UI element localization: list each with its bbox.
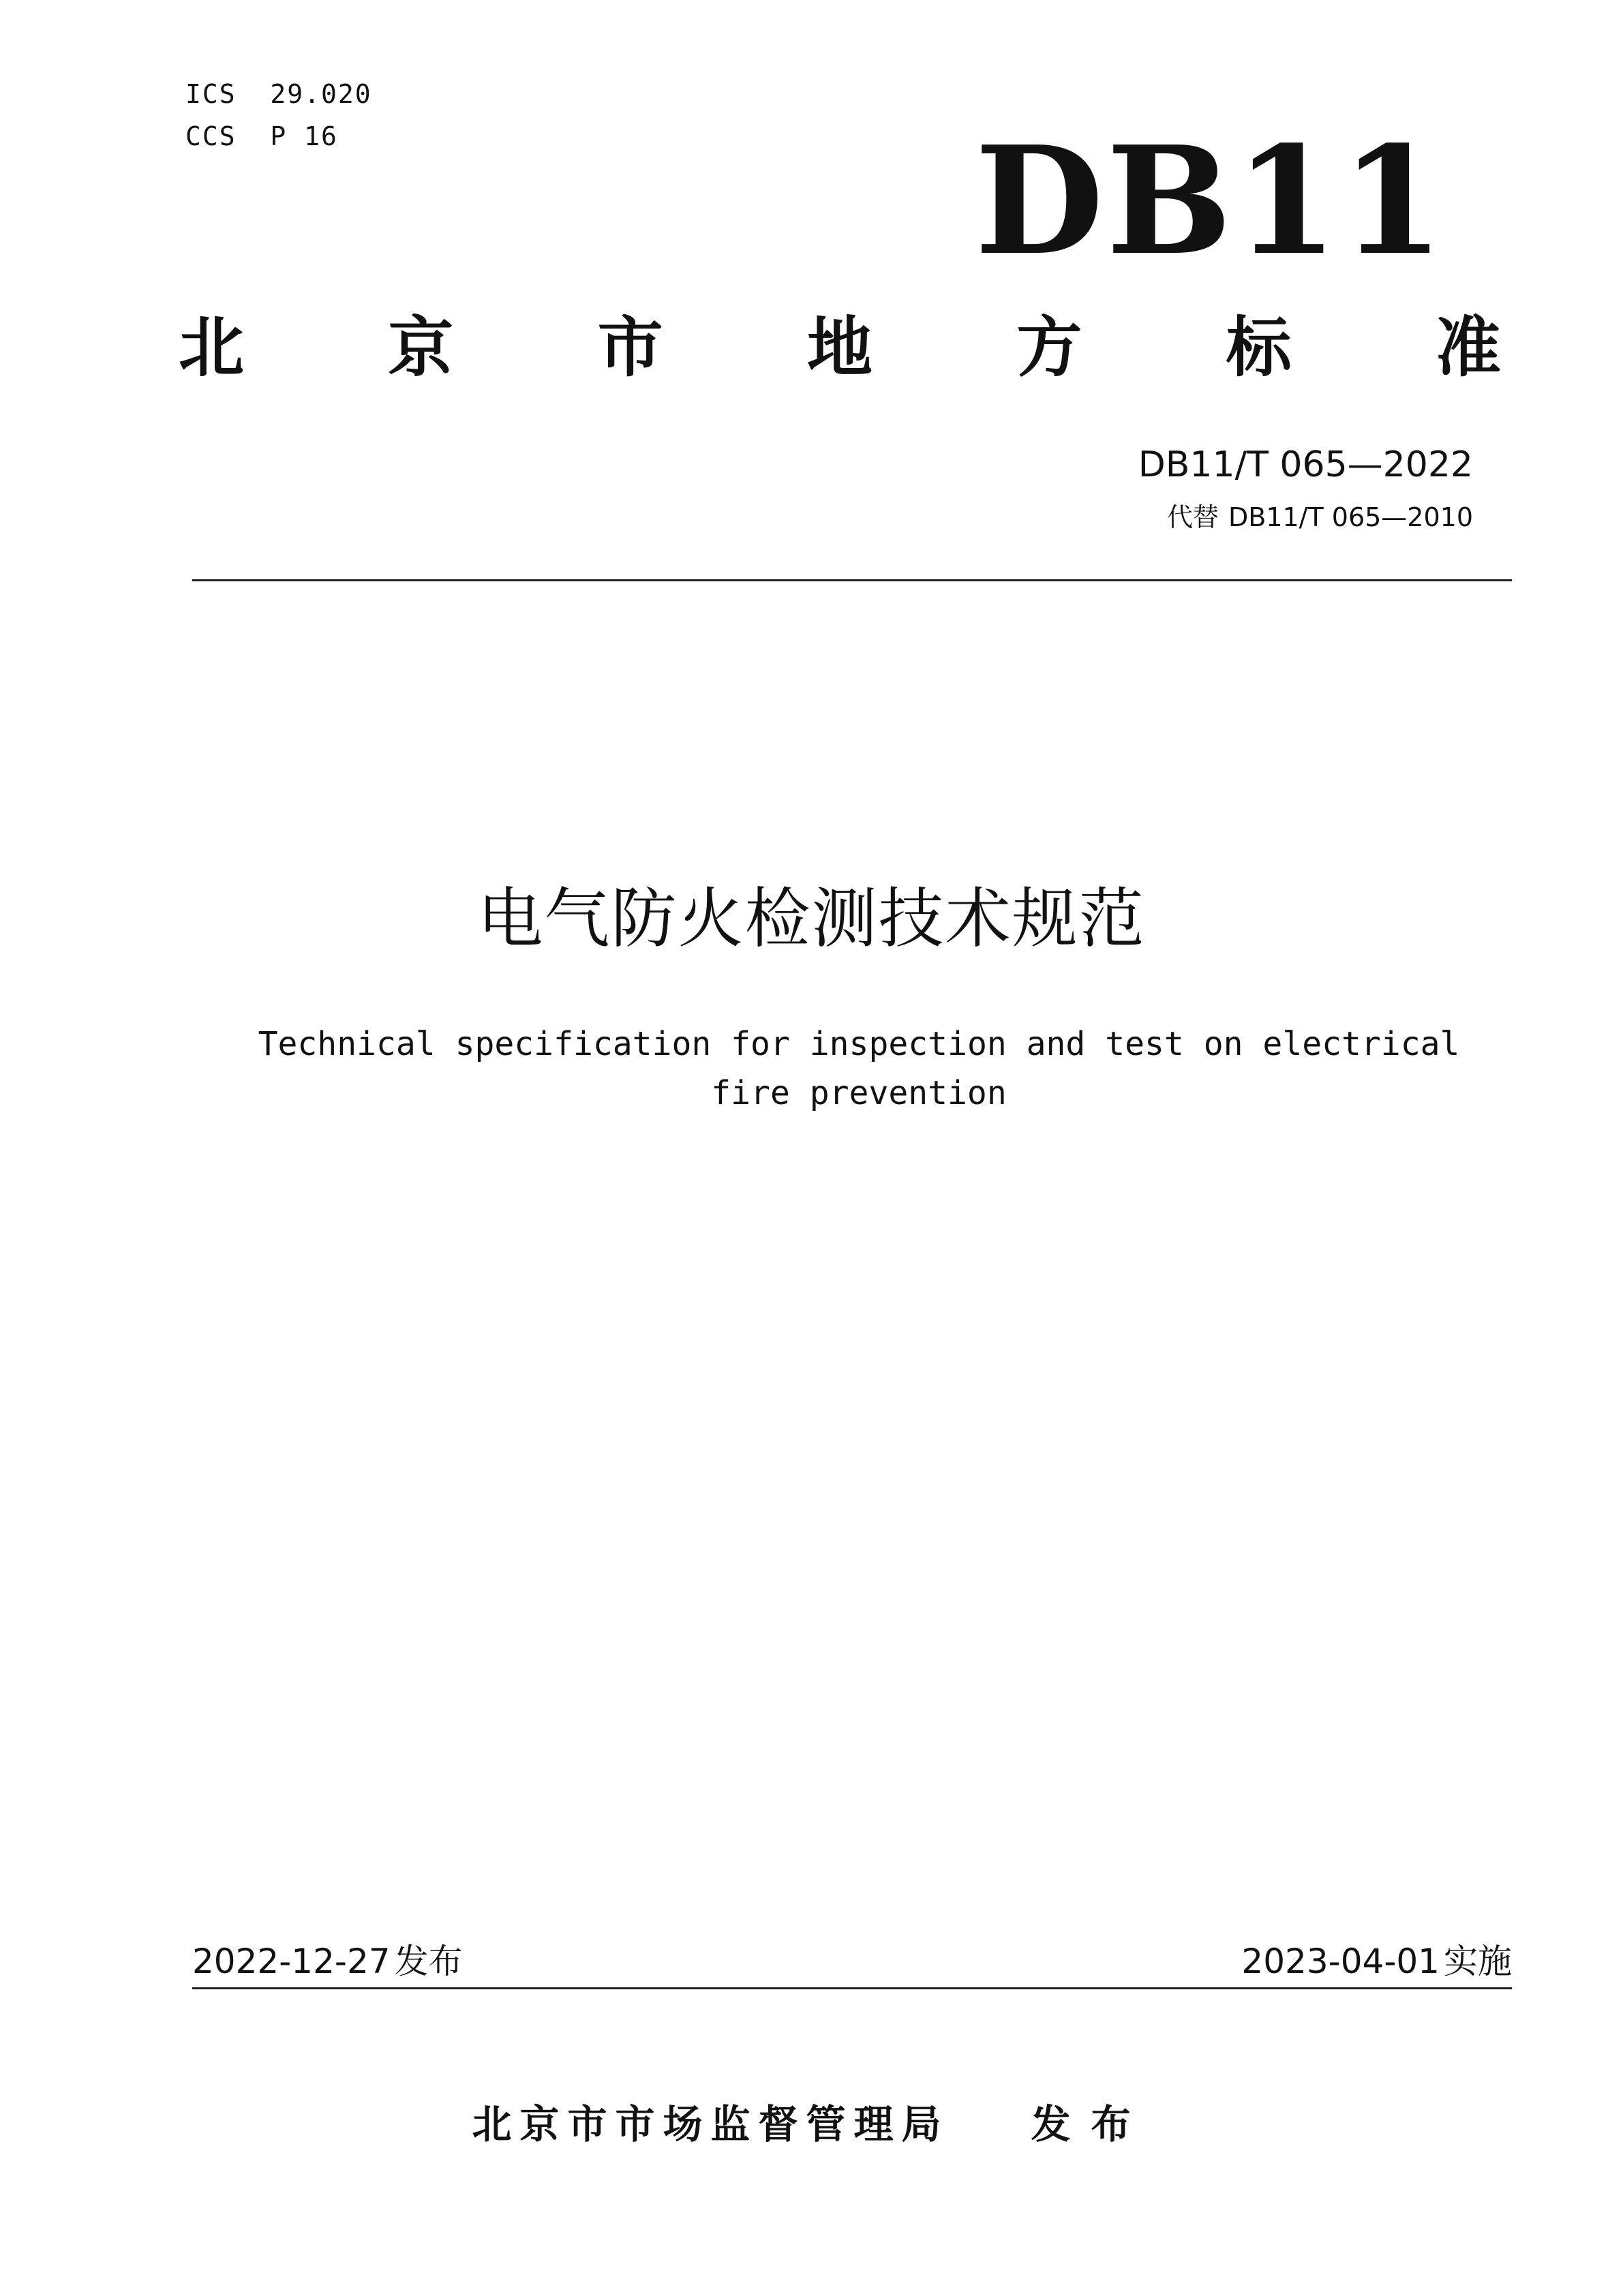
publisher-action: 发布: [1031, 2101, 1151, 2147]
issue-date-line: [192, 1934, 463, 1983]
issue-date: 2022-12-27: [192, 1942, 391, 1981]
ics-code: ICS 29.020: [185, 79, 372, 109]
standard-type-char: 市: [597, 309, 663, 386]
top-divider: [192, 579, 1512, 581]
document-title-english: Technical specification for inspection and test on electrical fire prevention: [258, 1025, 1460, 1112]
ccs-code: CCS P 16: [185, 121, 338, 151]
bottom-divider: [192, 1987, 1512, 1989]
standard-type-heading: [179, 309, 1501, 386]
standard-type-char: 京: [388, 309, 454, 386]
standard-type-char: 北: [179, 309, 244, 386]
standard-type-char: 准: [1435, 309, 1501, 386]
implementation-label: 实施: [1444, 1942, 1512, 1981]
standard-number: DB11/T 065—2022: [1138, 444, 1473, 485]
publisher-name: 北京市市场监督管理局: [472, 2101, 950, 2147]
document-title-chinese: 电气防火检测技术规范: [477, 881, 1146, 957]
replaces-label: 代替: [1166, 502, 1219, 532]
standard-type-char: 标: [1226, 309, 1292, 386]
implementation-date: 2023-04-01: [1241, 1942, 1440, 1981]
standard-type-char: 方: [1016, 309, 1082, 386]
implementation-date-line: [1241, 1934, 1512, 1983]
standard-type-char: 地: [806, 309, 873, 386]
db11-logo: DB11: [975, 114, 1447, 288]
issue-label: 发布: [394, 1942, 463, 1981]
publisher-line: [0, 2092, 1623, 2149]
replaces-line: [1167, 496, 1473, 534]
replaces-code: DB11/T 065—2010: [1228, 502, 1473, 532]
